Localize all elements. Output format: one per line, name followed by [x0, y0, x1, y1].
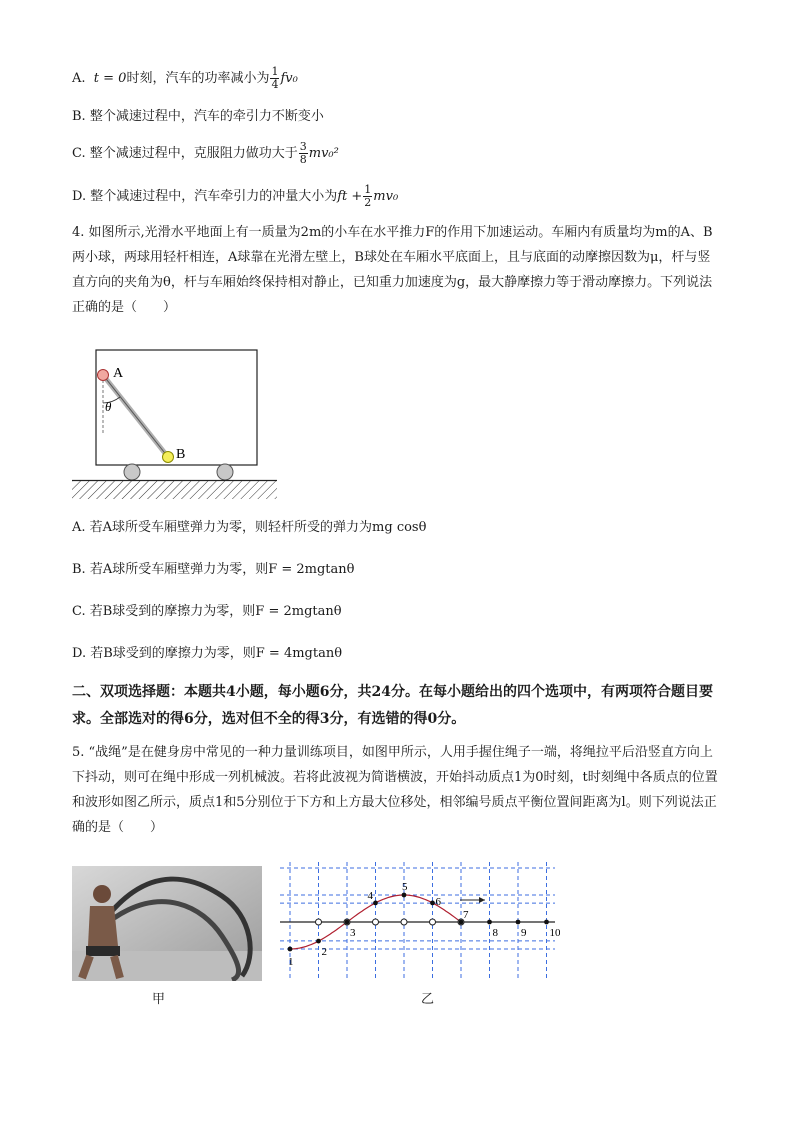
q5-stem: 5. “战绳”是在健身房中常见的一种力量训练项目，如图甲所示，人用手握住绳子一端，将绳拉平后沿竖直方向上下抖动，则可在绳中形成一列机械波。若将此波视为简谐横波，开始抖动质点1为0时刻，t时刻绳中各质点的位置和波形如图乙所示，质点1和5分别位于下方和上方最大位移处，相邻编号质点平衡位置间距离为l。则下列说法正确的是（ ） [72, 745, 718, 835]
cart-diagram [72, 345, 282, 503]
particle-label-1: 1 [288, 956, 294, 968]
particle-10 [544, 920, 549, 925]
caption-jia: 甲 [152, 992, 166, 1007]
caption-yi: 乙 [421, 992, 435, 1007]
label-a: A [113, 366, 124, 381]
q4-option-a: A. 若A球所受车厢壁弹力为零，则轻杆所受的弹力为mg cosθ [72, 520, 427, 535]
q3-option-c: C. 整个减速过程中，克服阻力做功大于 $\frac{3}{8}$ mv₀² [72, 140, 339, 166]
q3-option-a: A. t = 0时刻，汽车的功率减小为 $\frac{1}{4}$ fv₀ [72, 65, 298, 91]
particle-label-5: 5 [402, 881, 408, 893]
particle-label-4: 4 [367, 889, 373, 902]
ground-hatch [72, 481, 277, 499]
equilibrium-marker [430, 919, 436, 925]
q3-option-b: B. 整个减速过程中，汽车的牵引力不断变小 [72, 109, 324, 124]
particle-4 [373, 901, 378, 906]
particle-9 [516, 920, 521, 925]
particle-6 [430, 901, 435, 906]
q4-option-c: C. 若B球受到的摩擦力为零，则F = 2mgtanθ [72, 604, 342, 619]
wheel-right [217, 464, 233, 480]
particle-label-8: 8 [492, 927, 498, 939]
label-theta: θ [105, 399, 112, 414]
wave-diagram [280, 860, 560, 982]
equilibrium-marker [373, 919, 379, 925]
particle-label-7: 7 [463, 909, 469, 921]
particle-label-6: 6 [435, 895, 441, 908]
q4-option-d: D. 若B球受到的摩擦力为零，则F = 4mgtanθ [72, 646, 343, 661]
label-b: B [176, 447, 186, 462]
ball-a [98, 370, 109, 381]
section-2-heading: 二、双项选择题：本题共4小题，每小题6分，共24分。在每小题给出的四个选项中，有两项符合题目要求。全部选对的得6分，选对但不全的得3分，有选错的得0分。 [72, 684, 713, 727]
q3-option-d: D. 整个减速过程中，汽车牵引力的冲量大小为ft + $\frac{1}{2}$ mv₀ [72, 183, 399, 209]
particle-label-2: 2 [321, 946, 327, 959]
particle-label-10: 10 [549, 927, 560, 939]
particle-5 [402, 893, 407, 898]
arrow-head-icon [479, 897, 485, 903]
particle-8 [487, 920, 492, 925]
ball-b [163, 452, 174, 463]
q4-option-b: B. 若A球所受车厢壁弹力为零，则F = 2mgtanθ [72, 562, 355, 577]
battle-rope-photo [72, 866, 262, 981]
particle-1 [288, 947, 293, 952]
particle-3 [345, 920, 350, 925]
equilibrium-marker [316, 919, 322, 925]
particle-label-3: 3 [350, 927, 356, 939]
q4-stem: 4. 如图所示,光滑水平地面上有一质量为2m的小车在水平推力F的作用下加速运动。车厢内有质量均为m的A、B两小球，两球用轻杆相连，A球靠在光滑左壁上，B球处在车厢水平底面上，且与底面的动摩擦因数为μ，杆与竖直方向的夹角为θ，杆与车厢始终保持相对静止，已知重力加速度为g，最大静摩擦力等于滑动摩擦力。下列说法正确的是（ ） [72, 225, 713, 315]
particle-2 [316, 939, 321, 944]
particle-label-9: 9 [521, 927, 527, 939]
equilibrium-marker [401, 919, 407, 925]
wheel-left [124, 464, 140, 480]
